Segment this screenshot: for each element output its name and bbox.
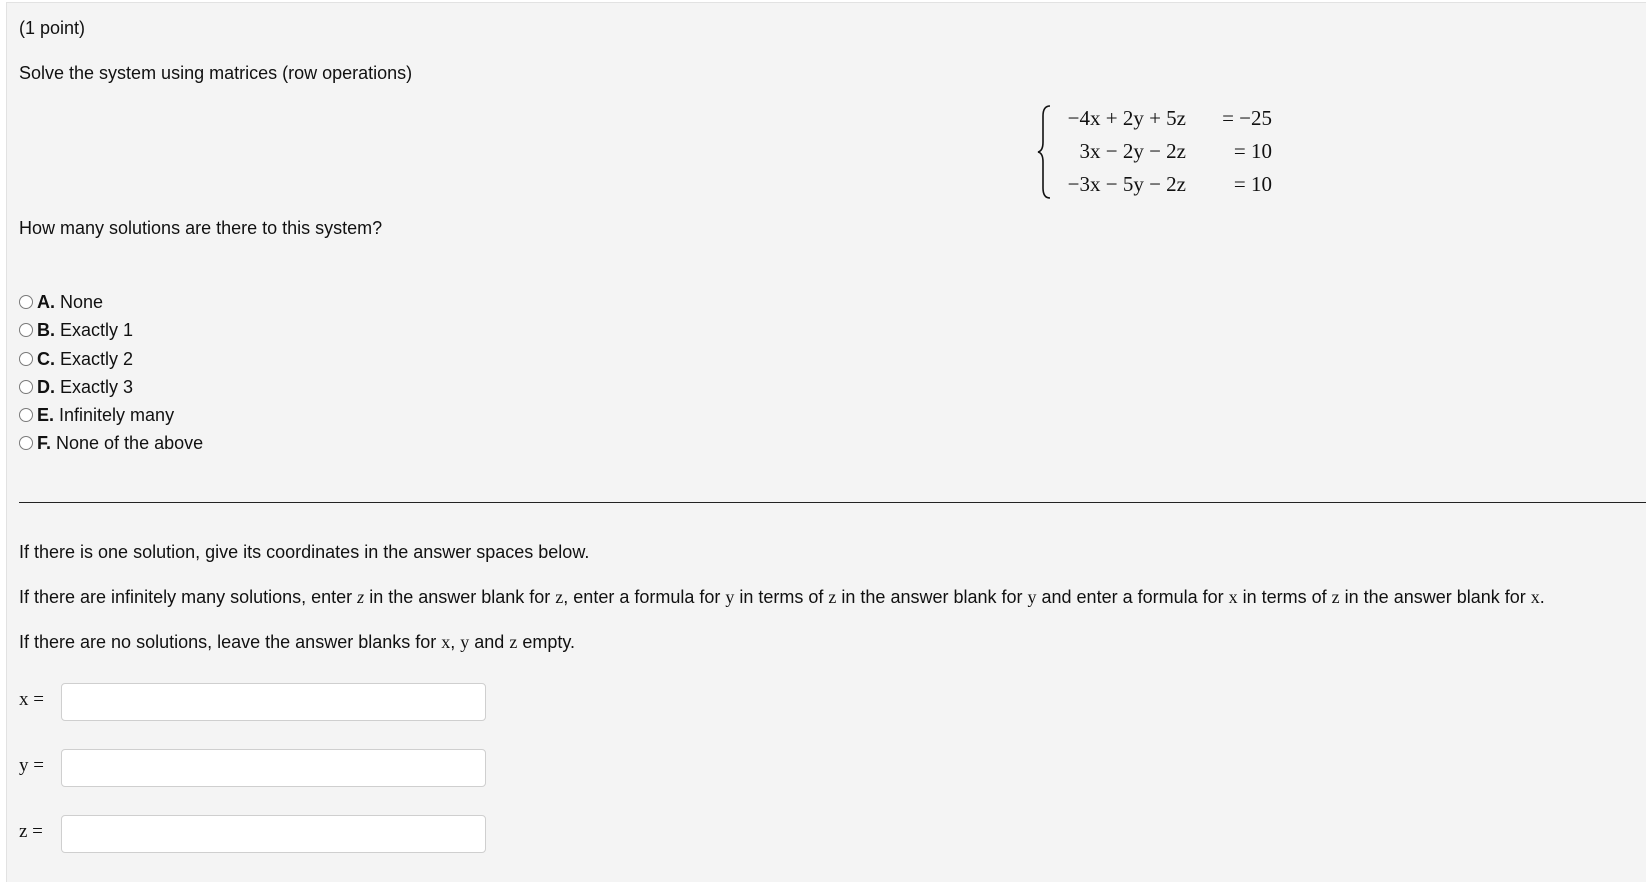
option-b-letter: B. xyxy=(37,319,55,340)
instructions-infinite-solutions: If there are infinitely many solutions, enter z in the answer blank for z, enter a formula for y in terms of z in the answer blank for y and enter a formula for x in terms of z in the answer blank for x. xyxy=(19,587,1545,607)
option-c-letter: C. xyxy=(37,348,55,369)
x-answer-input[interactable] xyxy=(61,683,486,721)
option-d-label: Exactly 3 xyxy=(60,376,134,397)
question-text: How many solutions are there to this system? xyxy=(19,218,383,238)
option-e[interactable] xyxy=(19,404,174,426)
option-c-label: Exactly 2 xyxy=(60,348,134,369)
z-answer-input[interactable] xyxy=(61,815,486,853)
x-answer-label: x = xyxy=(19,689,44,710)
equation-2-lhs: 3x − 2y − 2z xyxy=(1079,139,1186,163)
y-answer-label: y = xyxy=(19,755,44,776)
z-answer-label: z = xyxy=(19,821,43,842)
option-a-label: None xyxy=(60,291,104,312)
instructions-one-solution: If there is one solution, give its coordinates in the answer spaces below. xyxy=(19,542,590,562)
option-d[interactable] xyxy=(19,376,133,398)
option-e-label: Infinitely many xyxy=(59,404,175,425)
option-f-label: None of the above xyxy=(56,432,204,453)
equation-1-rhs: = −25 xyxy=(1222,106,1272,130)
equation-3-lhs: −3x − 5y − 2z xyxy=(1067,172,1186,196)
equation-system xyxy=(1036,104,1276,200)
option-a-letter: A. xyxy=(37,291,55,312)
option-d-letter: D. xyxy=(37,376,55,397)
equation-3-rhs: = 10 xyxy=(1233,172,1272,196)
radio-option-d[interactable] xyxy=(19,380,33,394)
option-f[interactable] xyxy=(19,432,203,454)
instruction-text: Solve the system using matrices (row operations) xyxy=(19,63,413,83)
radio-option-f[interactable] xyxy=(19,436,33,450)
option-c[interactable] xyxy=(19,348,133,370)
equation-2-rhs: = 10 xyxy=(1233,139,1272,163)
instructions-no-solutions: If there are no solutions, leave the answer blanks for x, y and z empty. xyxy=(19,632,575,652)
option-f-letter: F. xyxy=(37,432,52,453)
option-a[interactable] xyxy=(19,291,103,313)
radio-option-c[interactable] xyxy=(19,352,33,366)
equation-1-lhs: −4x + 2y + 5z xyxy=(1067,106,1186,130)
y-answer-input[interactable] xyxy=(61,749,486,787)
radio-option-e[interactable] xyxy=(19,408,33,422)
option-b[interactable] xyxy=(19,319,133,341)
radio-option-a[interactable] xyxy=(19,295,33,309)
points-label: (1 point) xyxy=(19,18,86,38)
left-brace-icon xyxy=(1036,104,1052,200)
radio-option-b[interactable] xyxy=(19,323,33,337)
option-e-letter: E. xyxy=(37,404,55,425)
option-b-label: Exactly 1 xyxy=(60,319,134,340)
section-divider xyxy=(19,502,1646,503)
